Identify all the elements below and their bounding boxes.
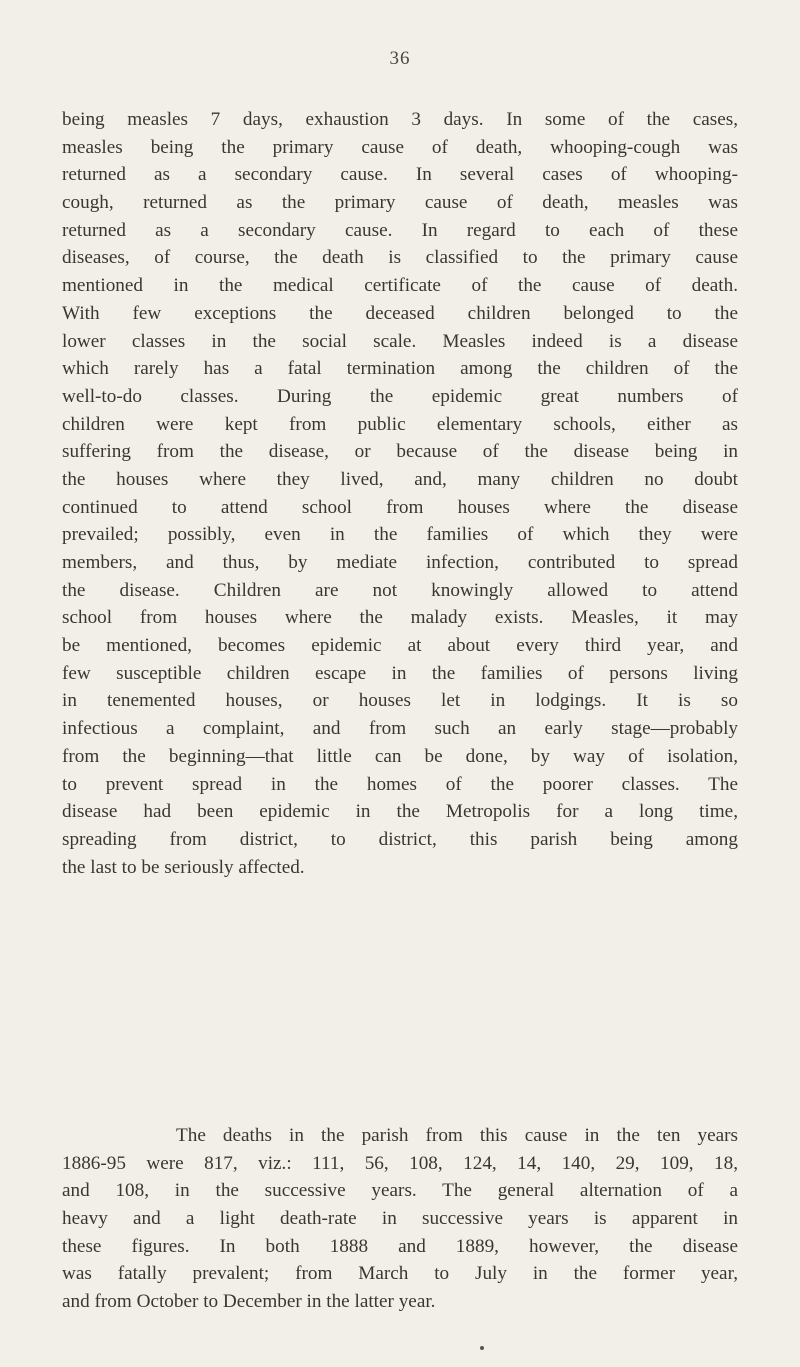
text-line: the houses where they lived, and, many children no doubt <box>62 468 738 490</box>
text-line: lower classes in the social scale. Measles indeed is a disease <box>62 330 738 352</box>
text-line: the last to be seriously affected. <box>62 856 305 878</box>
text-line: prevailed; possibly, even in the families of which they were <box>62 524 738 546</box>
text-line: which rarely has a fatal termination among the children of the <box>62 358 738 380</box>
text-line: returned as a secondary cause. In regard to each of these <box>62 219 738 241</box>
text-line: children were kept from public elementary schools, either as <box>62 413 738 435</box>
text-line: measles being the primary cause of death, whooping-cough was <box>62 136 738 158</box>
text-line: disease had been epidemic in the Metropolis for a long time, <box>62 801 738 823</box>
text-line: The deaths in the parish from this cause in the ten years <box>176 1125 738 1146</box>
text-line: these figures. In both 1888 and 1889, however, the disease <box>62 1235 738 1257</box>
text-line: in tenemented houses, or houses let in lodgings. It is so <box>62 690 738 712</box>
text-line: to prevent spread in the homes of the poorer classes. The <box>62 773 738 795</box>
text-line: returned as a secondary cause. In several cases of whooping- <box>62 164 738 186</box>
text-line: was fatally prevalent; from March to July in the former year, <box>62 1263 738 1285</box>
text-line: spreading from district, to district, this parish being among <box>62 828 738 850</box>
text-line: diseases, of course, the death is classified to the primary cause <box>62 247 738 269</box>
text-line: members, and thus, by mediate infection, contributed to spread <box>62 552 738 573</box>
text-line: the disease. Children are not knowingly allowed to attend <box>62 579 738 601</box>
text-line: from the beginning—that little can be done, by way of isolation, <box>62 745 738 767</box>
text-line: infectious a complaint, and from such an early stage—probably <box>62 718 738 740</box>
text-line: and from October to December in the latter year. <box>62 1291 436 1313</box>
text-line: heavy and a light death-rate in successive years is apparent in <box>62 1208 738 1230</box>
text-line: few susceptible children escape in the families of persons living <box>62 662 738 684</box>
text-line: suffering from the disease, or because of the disease being in <box>62 441 738 463</box>
text-line: well-to-do classes. During the epidemic great numbers of <box>62 385 738 407</box>
paragraph-deaths-statistics <box>62 1122 738 1316</box>
paragraph-measles-cases <box>62 106 738 881</box>
text-line: and 108, in the successive years. The general alternation of a <box>62 1180 738 1202</box>
text-line: With few exceptions the deceased children belonged to the <box>62 302 738 324</box>
text-line: continued to attend school from houses where the disease <box>62 496 738 518</box>
text-line: 1886-95 were 817, viz.: 111, 56, 108, 124, 14, 140, 29, 109, 18, <box>62 1152 738 1174</box>
text-line: mentioned in the medical certificate of the cause of death. <box>62 275 738 297</box>
text-line: cough, returned as the primary cause of death, measles was <box>62 192 738 214</box>
text-line: school from houses where the malady exists. Measles, it may <box>62 607 738 629</box>
page-number: 36 <box>389 48 411 69</box>
ink-dot <box>480 1346 484 1350</box>
text-line: be mentioned, becomes epidemic at about every third year, and <box>62 635 738 657</box>
text-line: being measles 7 days, exhaustion 3 days. In some of the cases, <box>62 109 738 130</box>
